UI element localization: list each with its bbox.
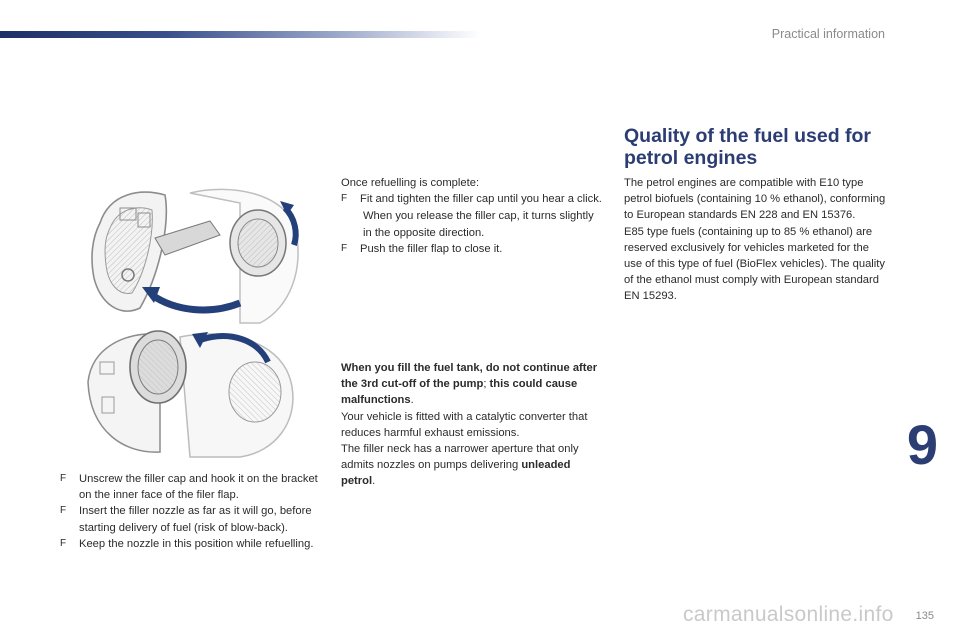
fuel-quality-heading: Quality of the fuel used for petrol engines [624,125,872,169]
fuel-quality-paragraph: E85 type fuels (containing up to 85 % ethanol) are reserved exclusively for vehicles marketed for the use of this type of fuel (BioFlex vehicles). The quality of the ethanol must comply with European standard EN 15293. [624,225,885,303]
bullet-item: F Unscrew the filler cap and hook it on the bracket on the inner face of the filer flap. [60,473,318,502]
bullet-icon: F [60,505,67,517]
refuelling-complete-block [341,175,603,257]
bullet-item: F Push the filler flap to close it. [341,241,603,257]
catalytic-converter-text: Your vehicle is fitted with a catalytic converter that reduces harmful exhaust emissions. [341,410,588,439]
fuel-quality-paragraph: The petrol engines are compatible with E10 type petrol biofuels (containing 10 % ethanol), conforming to European standards EN 228 and EN 15376. [624,177,886,222]
section-title: Practical information [771,27,885,41]
bullet-icon: F [60,537,67,549]
bullet-item: F Fit and tighten the filler cap until you hear a click. [341,191,603,207]
filler-cap-drawing [80,322,300,462]
bullet-icon: F [60,473,67,484]
fuel-quality-body [624,175,886,305]
fuel-flap-open-figure [80,183,305,328]
refuelling-intro: Once refuelling is complete: [341,177,480,189]
filler-neck-text: The filler neck has a narrower aperture that only admits nozzles on pumps delivering unleaded petrol. [341,443,579,488]
bullet-note: When you release the filler cap, it turns slightly in the opposite direction. [363,210,594,239]
warning-text: When you fill the fuel tank, do not continue after the 3rd cut-off of the pump; this could cause malfunctions. [341,362,598,407]
left-instructions [60,471,318,552]
bullet-item: F Insert the filler nozzle as far as it will go, before starting delivery of fuel (risk of blow-back). [60,505,312,534]
bullet-icon: F [341,242,348,254]
watermark: carmanualsonline.info [683,603,894,626]
bullet-item: F Keep the nozzle in this position while refuelling. [60,536,318,552]
page-number: 135 [915,610,934,622]
filler-cap-figure [80,322,300,462]
header-bar [0,31,480,38]
fuel-warning-block [341,360,603,490]
bullet-icon: F [341,193,348,205]
chapter-number: 9 [906,413,938,476]
fuel-flap-open-drawing [80,183,305,328]
